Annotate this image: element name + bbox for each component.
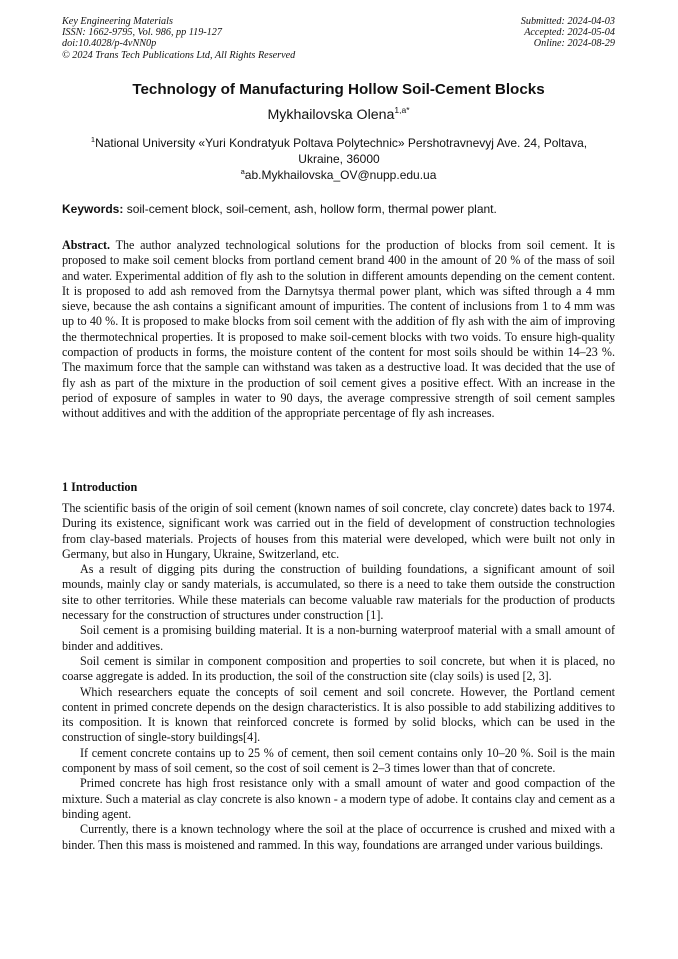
author-name: Mykhailovska Olena bbox=[267, 107, 395, 123]
publication-dates bbox=[521, 16, 615, 50]
issn-line: ISSN: 1662-9795, Vol. 986, pp 119-127 bbox=[62, 27, 222, 39]
paragraph: If cement concrete contains up to 25 % of cement, then soil cement contains only 10–20 %. Soil is the main component by mass of soil cement, so the cost of soil cement is 2–3 times lower than that of concrete. bbox=[62, 745, 615, 776]
accepted-date: Accepted: 2024-05-04 bbox=[524, 27, 615, 39]
keywords-text: soil-cement block, soil-cement, ash, hollow form, thermal power plant. bbox=[126, 202, 497, 216]
copyright-line: © 2024 Trans Tech Publications Ltd, All Rights Reserved bbox=[62, 49, 296, 61]
journal-info bbox=[62, 16, 295, 61]
affiliation-mark: 1 bbox=[90, 135, 96, 144]
paragraph: Soil cement is similar in component composition and properties to soil concrete, but when it is placed, no coarse aggregate is added. In its production, the soil of the construction site (clay soils) is used [2, 3]. bbox=[62, 653, 615, 684]
keywords bbox=[62, 202, 615, 216]
affiliation-text: National University «Yuri Kondratyuk Poltava Polytechnic» Pershotravnevyj Ave. 24, Poltava, Ukraine, 36000 bbox=[95, 136, 588, 166]
introduction-body bbox=[62, 501, 615, 853]
affiliation bbox=[75, 132, 603, 167]
email-mark: a bbox=[240, 167, 245, 176]
paragraph: As a result of digging pits during the construction of building foundations, a significant amount of soil mounds, mainly clay or sandy materials, is accumulated, so there is a need to take them outside the construction site to other territories. While these materials can become valuable raw materials for the production of products necessary for the construction of structures under construction [1]. bbox=[62, 562, 615, 623]
abstract-text: The author analyzed technological solutions for the production of blocks from soil cement. It is proposed to make soil cement blocks from portland cement brand 400 in the amount of 20 % of the mass of soil and water. Experimental addition of fly ash to the solution in different amounts depending on the cement content. It is proposed to add ash removed from the Darnytsya thermal power plant, which was sifted through a 4 mm sieve, because the ash contains a significant amount of impurities. The content of inclusions from 1 to 4 mm was up to 40 %. It is proposed to make blocks from soil cement with the addition of fly ash with the aim of improving the thermotechnical properties. It is proposed to make soil-cement blocks with two voids. To ensure high-quality compaction of products in forms, the moisture content of the content for most soils should be within 14–23 %. The maximum force that the sample can withstand was taken as a destructive load. It was decided that the use of fly ash as part of the mixture in the production of soil cement gives a positive effect. With an increase in the period of exposure of samples in water to 90 days, the average compressive strength of soil cement samples without additives and with the addition of the appropriate percentage of fly ash increases. bbox=[62, 238, 615, 421]
author-email bbox=[62, 167, 615, 182]
author-marks: 1,a* bbox=[394, 105, 410, 115]
submitted-date: Submitted: 2024-04-03 bbox=[520, 16, 615, 27]
paragraph: Primed concrete has high frost resistance only with a small amount of water and good compaction of the mixture. Such a material as clay concrete is also known - a modern type of adobe. It contains clay and cement as a binding agent. bbox=[62, 776, 615, 821]
paragraph: Currently, there is a known technology where the soil at the place of occurrence is crushed and mixed with a binder. Then this mass is moistened and rammed. In this way, foundations are arranged under various buildings. bbox=[62, 822, 615, 852]
paper-title: Technology of Manufacturing Hollow Soil-Cement Blocks bbox=[132, 81, 545, 98]
author-line bbox=[62, 105, 615, 123]
paragraph: The scientific basis of the origin of soil cement (known names of soil concrete, clay concrete) dates back to 1974. During its existence, significant work was carried out in the field of development of construction technologies from clay-based materials. Projects of houses from this material were developed, which were built not only in Germany, but also in Hungary, Ukraine, Switzerland, etc. bbox=[62, 501, 615, 561]
section-heading-introduction: 1 Introduction bbox=[62, 480, 138, 494]
journal-name: Key Engineering Materials bbox=[62, 16, 173, 27]
abstract bbox=[62, 238, 615, 422]
paragraph: Soil cement is a promising building material. It is a non-burning waterproof material with a small amount of binder and additives. bbox=[62, 623, 615, 653]
email-address: ab.Mykhailovska_OV@nupp.edu.ua bbox=[244, 168, 437, 182]
doi-line: doi:10.4028/p-4vNN0p bbox=[62, 38, 157, 50]
keywords-label: Keywords: bbox=[62, 202, 124, 216]
paragraph: Which researchers equate the concepts of soil cement and soil concrete. However, the Portland cement content in primed concrete depends on the design characteristics. It is also possible to add stabilizing additives to its composition. It is known that reinforced concrete is formed by solid blocks, which can be used in the construction of single-story buildings[4]. bbox=[62, 684, 615, 745]
online-date: Online: 2024-08-29 bbox=[533, 38, 615, 50]
abstract-label: Abstract. bbox=[62, 238, 111, 252]
